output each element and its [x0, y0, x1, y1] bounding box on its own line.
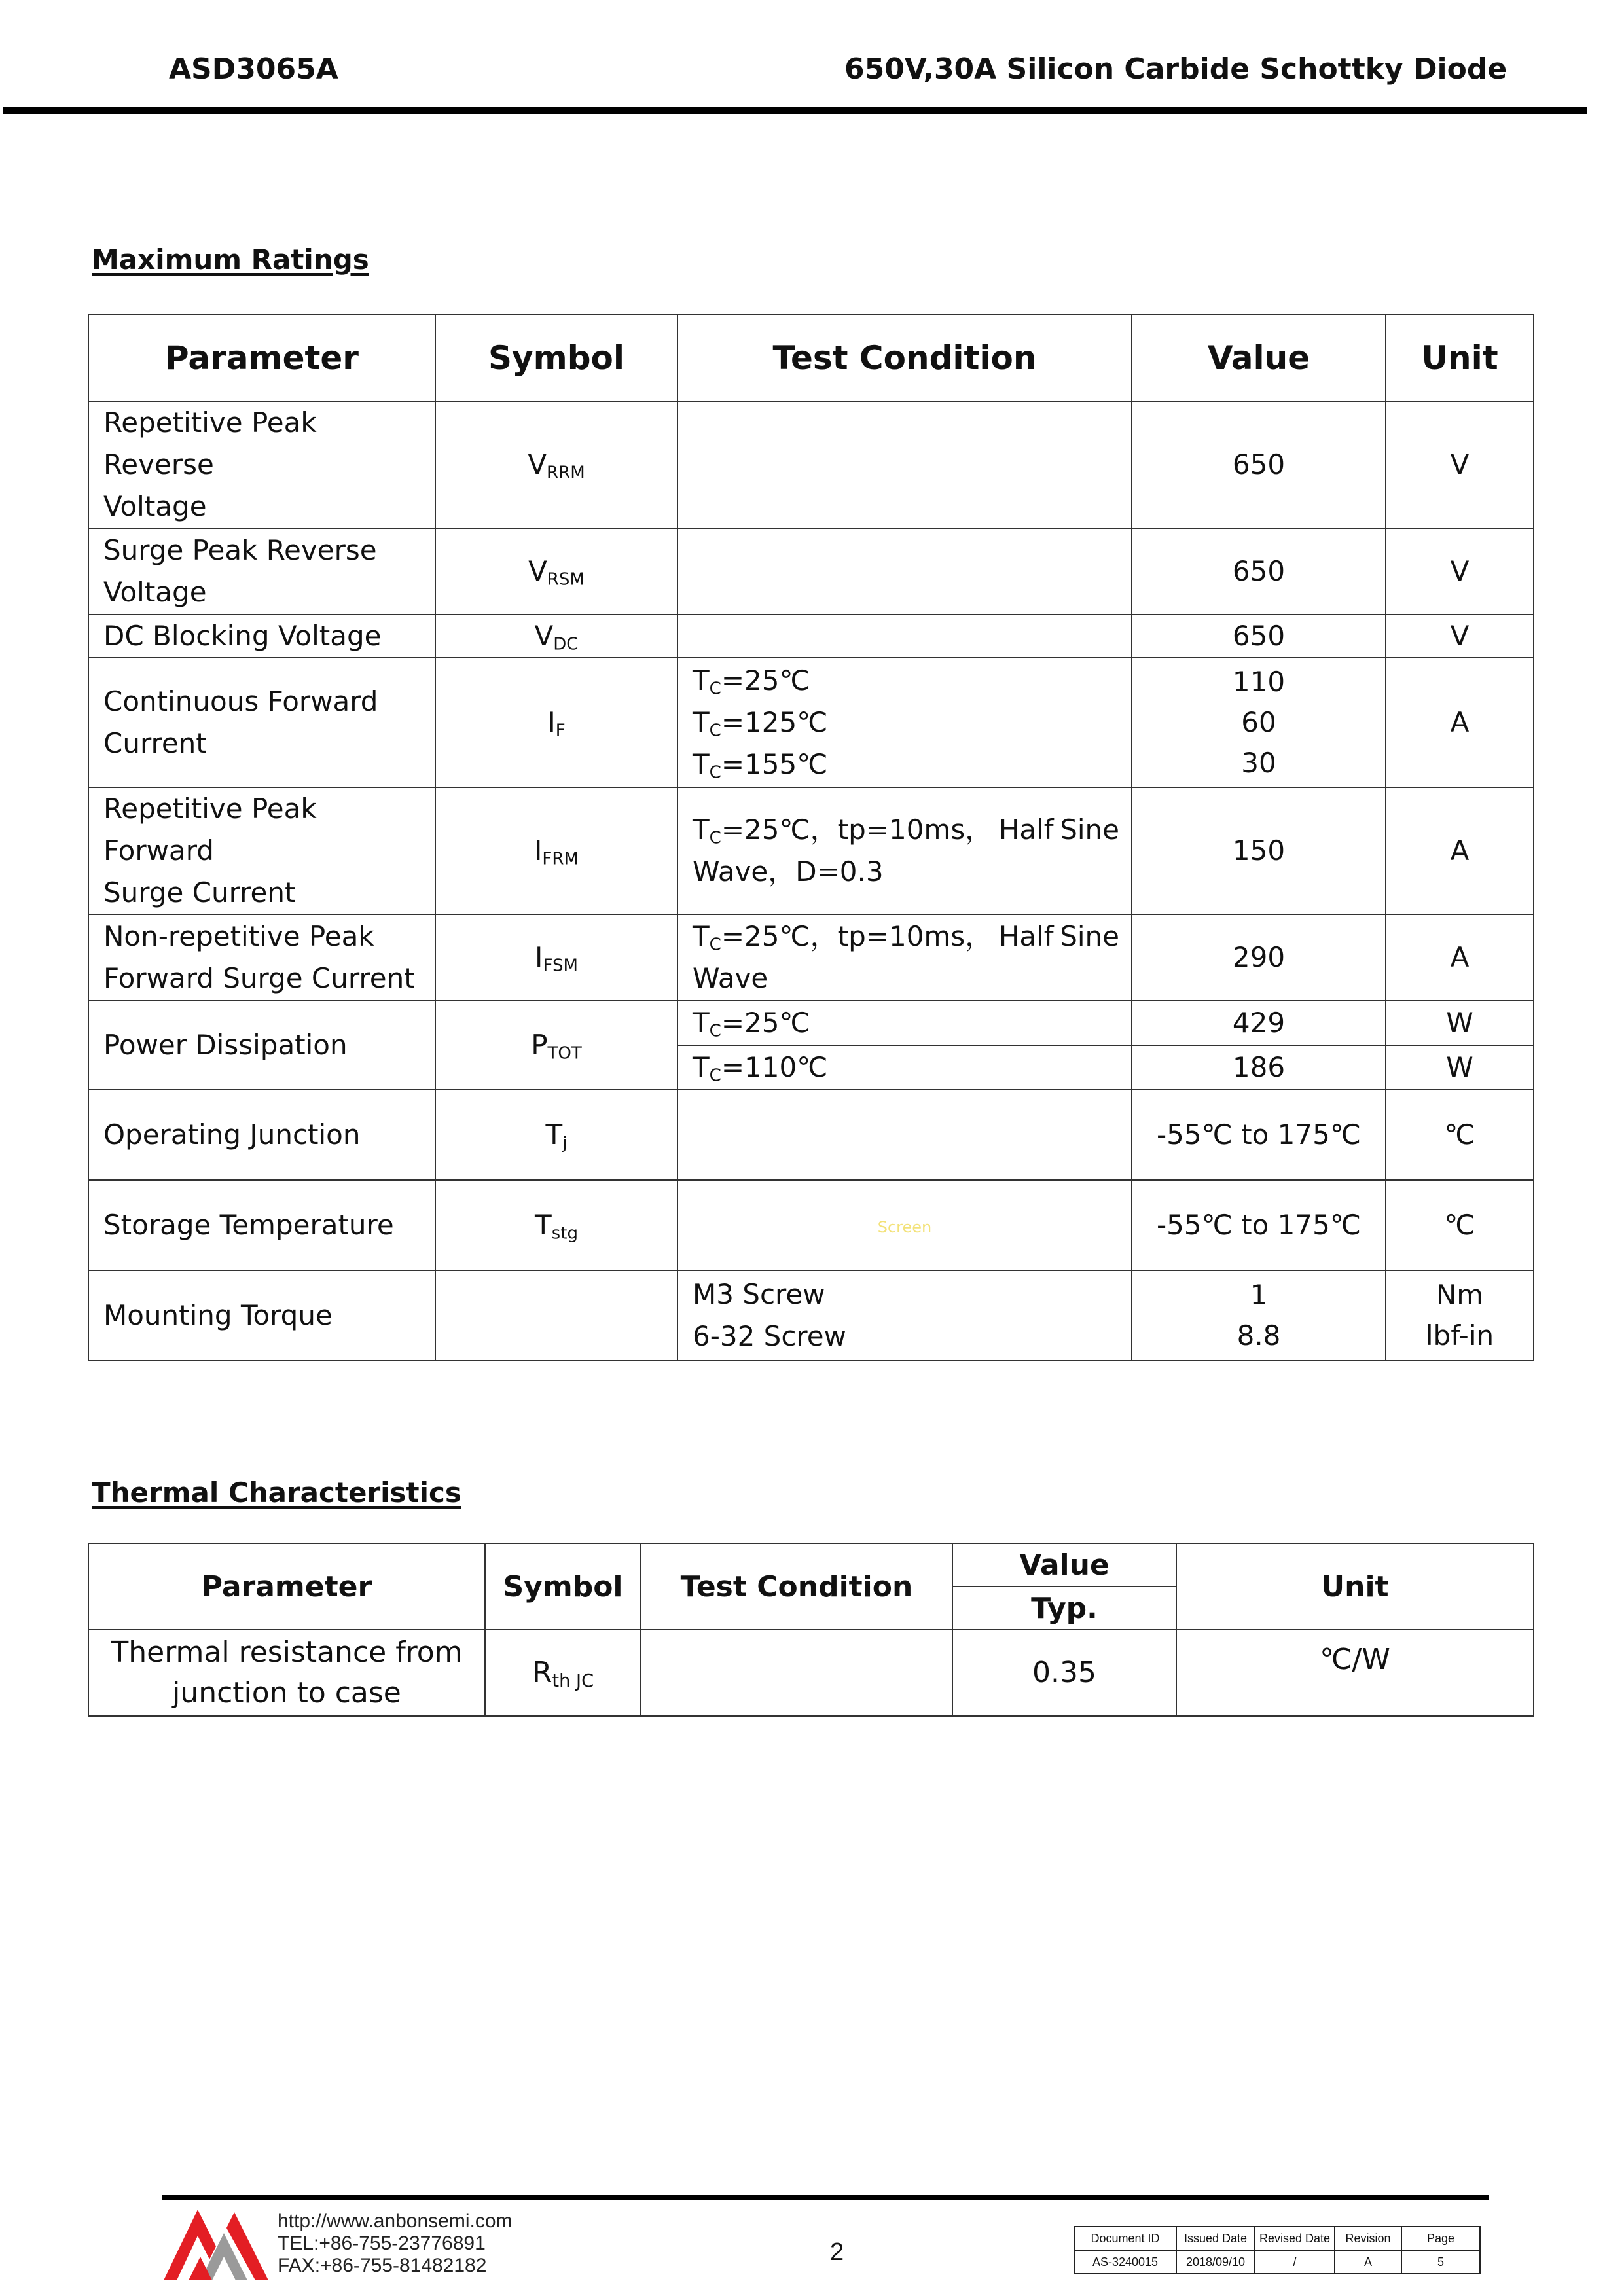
issued-date-value: 2018/09/10 — [1176, 2250, 1255, 2274]
company-logo-icon — [164, 2204, 268, 2280]
symbol-cell: $V_{RSM}$ — [435, 528, 677, 615]
doc-id-value: AS-3240015 — [1074, 2250, 1176, 2274]
value-cell: 650 — [1132, 401, 1386, 528]
parameter-cell: Mounting Torque — [88, 1270, 435, 1361]
document-info-box — [1074, 2226, 1481, 2274]
telephone: TEL:+86-755-23776891 — [278, 2233, 486, 2254]
revised-date-value: / — [1255, 2250, 1335, 2274]
part-number: ASD3065A — [169, 52, 338, 86]
condition-cell — [677, 1180, 1132, 1270]
value-cell: 1 8.8 — [1132, 1270, 1386, 1361]
value-cell: 110 60 30 — [1132, 658, 1386, 787]
value-cell: 429 — [1132, 1001, 1386, 1045]
header-rule — [3, 107, 1587, 114]
unit-cell: ℃ — [1386, 1090, 1534, 1180]
condition-cell — [677, 615, 1132, 658]
symbol-cell: $V_{DC}$ — [435, 615, 677, 658]
table-row — [88, 1270, 1534, 1361]
parameter-cell: Non-repetitive Peak Forward Surge Current — [88, 914, 435, 1001]
symbol-cell: $I_{FRM}$ — [435, 787, 677, 914]
symbol-cell: $T_j$ — [435, 1090, 677, 1180]
max-ratings-table — [88, 314, 1534, 1361]
condition-cell: M3 Screw 6-32 Screw — [677, 1270, 1132, 1361]
condition-cell: $T_C=25℃$ $T_C=125℃$ $T_C=155℃$ — [677, 658, 1132, 787]
condition-cell: $T_C=110℃$ — [677, 1045, 1132, 1090]
condition-cell — [677, 528, 1132, 615]
parameter-cell: Thermal resistance from junction to case — [88, 1630, 485, 1716]
doc-id-label: Document ID — [1074, 2227, 1176, 2250]
col-test-condition: Test Condition — [641, 1543, 952, 1630]
fax: FAX:+86-755-81482182 — [278, 2255, 487, 2276]
condition-cell — [677, 401, 1132, 528]
table-row — [88, 787, 1534, 914]
col-value: Value — [1132, 315, 1386, 401]
parameter-cell: Operating Junction — [88, 1090, 435, 1180]
parameter-cell: Storage Temperature — [88, 1180, 435, 1270]
unit-cell: A — [1386, 914, 1534, 1001]
unit-cell: V — [1386, 615, 1534, 658]
table-row — [88, 615, 1534, 658]
table-row — [88, 1180, 1534, 1270]
unit-cell: V — [1386, 528, 1534, 615]
parameter-cell: Continuous Forward Current — [88, 658, 435, 787]
symbol-cell: $P_{TOT}$ — [435, 1001, 677, 1090]
table-header-row — [88, 315, 1534, 401]
col-symbol: Symbol — [485, 1543, 641, 1630]
parameter-cell: Repetitive Peak Reverse Voltage — [88, 401, 435, 528]
max-ratings-title: Maximum Ratings — [92, 243, 369, 276]
col-typ: Typ. — [952, 1587, 1176, 1630]
symbol-cell: $I_{FSM}$ — [435, 914, 677, 1001]
symbol-cell: $V_{RRM}$ — [435, 401, 677, 528]
col-unit: Unit — [1386, 315, 1534, 401]
website-link[interactable]: http://www.anbonsemi.com — [278, 2210, 513, 2232]
parameter-cell: Repetitive Peak Forward Surge Current — [88, 787, 435, 914]
unit-cell: A — [1386, 787, 1534, 914]
table-row — [88, 658, 1534, 787]
col-parameter: Parameter — [88, 1543, 485, 1630]
condition-cell: $T_C=25℃$ — [677, 1001, 1132, 1045]
table-row — [88, 914, 1534, 1001]
table-row — [88, 528, 1534, 615]
document-description: 650V,30A Silicon Carbide Schottky Diode — [844, 52, 1507, 86]
unit-cell: ℃/W — [1176, 1630, 1534, 1716]
footer-rule — [162, 2195, 1489, 2200]
revised-date-label: Revised Date — [1255, 2227, 1335, 2250]
thermal-table — [88, 1543, 1534, 1717]
col-test-condition: Test Condition — [677, 315, 1132, 401]
doc-header-row — [1074, 2227, 1480, 2250]
footer-contact — [278, 2210, 513, 2277]
unit-cell: W — [1386, 1045, 1534, 1090]
table-row — [88, 1630, 1534, 1716]
value-cell: 150 — [1132, 787, 1386, 914]
col-value: Value — [952, 1543, 1176, 1587]
value-cell: 186 — [1132, 1045, 1386, 1090]
unit-cell: ℃ — [1386, 1180, 1534, 1270]
symbol-cell: $I_F$ — [435, 658, 677, 787]
value-cell: -55℃ to 175℃ — [1132, 1090, 1386, 1180]
table-row — [88, 401, 1534, 528]
value-cell: 650 — [1132, 615, 1386, 658]
table-row — [88, 1001, 1534, 1045]
symbol-cell — [435, 1270, 677, 1361]
condition-cell: $T_C=25℃$，tp=10ms， Half Sine Wave，D=0.3 — [677, 787, 1132, 914]
unit-cell: A — [1386, 658, 1534, 787]
value-cell: 650 — [1132, 528, 1386, 615]
unit-cell: V — [1386, 401, 1534, 528]
thermal-title: Thermal Characteristics — [92, 1477, 461, 1509]
condition-cell — [677, 1090, 1132, 1180]
page-label: Page — [1401, 2227, 1480, 2250]
table-header-row — [88, 1543, 1534, 1587]
faint-watermark-text: Screen — [877, 1218, 932, 1236]
condition-cell — [641, 1630, 952, 1716]
page-value: 5 — [1401, 2250, 1480, 2274]
value-cell: 0.35 — [952, 1630, 1176, 1716]
parameter-cell: DC Blocking Voltage — [88, 615, 435, 658]
parameter-cell: Power Dissipation — [88, 1001, 435, 1090]
condition-cell: $T_C=25℃$，tp=10ms， Half Sine Wave — [677, 914, 1132, 1001]
unit-cell: W — [1386, 1001, 1534, 1045]
table-row — [88, 1090, 1534, 1180]
unit-cell: Nm lbf-in — [1386, 1270, 1534, 1361]
doc-value-row — [1074, 2250, 1480, 2274]
symbol-cell: $R_{th JC}$ — [485, 1630, 641, 1716]
parameter-cell: Surge Peak Reverse Voltage — [88, 528, 435, 615]
col-symbol: Symbol — [435, 315, 677, 401]
revision-value: A — [1335, 2250, 1401, 2274]
col-unit: Unit — [1176, 1543, 1534, 1630]
value-cell: -55℃ to 175℃ — [1132, 1180, 1386, 1270]
value-cell: 290 — [1132, 914, 1386, 1001]
revision-label: Revision — [1335, 2227, 1401, 2250]
symbol-cell: $T_{stg}$ — [435, 1180, 677, 1270]
page-number: 2 — [830, 2238, 844, 2266]
issued-date-label: Issued Date — [1176, 2227, 1255, 2250]
col-parameter: Parameter — [88, 315, 435, 401]
